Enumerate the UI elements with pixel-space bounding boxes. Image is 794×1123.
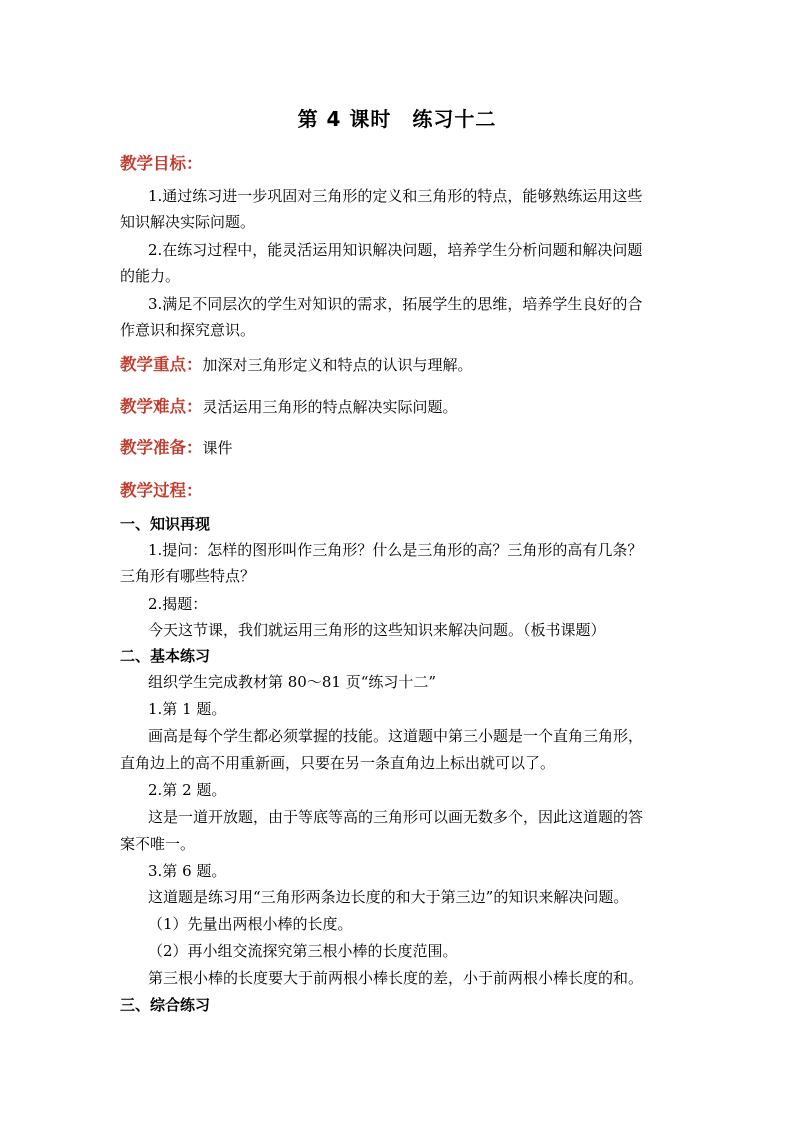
page-title: 第 4 课时 练习十二 <box>297 107 497 131</box>
preparation <box>120 434 233 458</box>
section1-line: 今天这节课，我们就运用三角形的这些知识来解决问题。（板书课题） <box>148 621 606 639</box>
section-basic-practice-heading: 二、基本练习 <box>120 647 211 665</box>
section2-line: （1）先量出两根小棒的长度。 <box>148 915 353 933</box>
section2-line: 3.第 6 题。 <box>148 862 227 880</box>
objectives-heading: 教学目标： <box>120 154 203 173</box>
objectives-line: 2.在练习过程中，能灵活运用知识解决问题，培养学生分析问题和解决问题 <box>148 241 643 259</box>
difficulty-text: 灵活运用三角形的特点解决实际问题。 <box>202 398 458 416</box>
section1-line: 1.提问：怎样的图形叫作三角形？什么是三角形的高？三角形的高有几条？ <box>148 541 643 559</box>
section2-line: 这道题是练习用“三角形两条边长度的和大于第三边”的知识来解决问题。 <box>148 888 629 906</box>
section-comprehensive-practice-heading: 三、综合练习 <box>120 996 211 1014</box>
preparation-heading: 教学准备： <box>120 438 203 457</box>
section2-line: 这是一道开放题，由于等底等高的三角形可以画无数多个，因此这道题的答 <box>148 808 644 826</box>
section2-line: 1.第 1 题。 <box>148 700 227 718</box>
section2-line: 画高是每个学生都必须掌握的技能。这道题中第三小题是一个直角三角形， <box>148 727 644 745</box>
section2-line: 组织学生完成教材第 80～81 页“练习十二” <box>148 673 437 691</box>
preparation-text: 课件 <box>202 439 233 457</box>
key-point-heading: 教学重点： <box>120 355 203 374</box>
key-point-text: 加深对三角形定义和特点的认识与理解。 <box>202 356 473 374</box>
difficulty-heading: 教学难点： <box>120 397 203 416</box>
process-heading: 教学过程： <box>120 481 203 500</box>
section1-line: 2.揭题： <box>148 595 208 613</box>
key-point <box>120 351 473 375</box>
objectives-line: 的能力。 <box>120 267 181 285</box>
section2-line: （2）再小组交流探究第三根小棒的长度范围。 <box>148 942 458 960</box>
section2-line: 案不唯一。 <box>120 835 196 853</box>
section1-line: 三角形有哪些特点？ <box>120 567 256 585</box>
objectives-line: 知识解决实际问题。 <box>120 213 256 231</box>
section2-line: 直角边上的高不用重新画，只要在另一条直角边上标出就可以了。 <box>120 754 556 772</box>
section2-line: 2.第 2 题。 <box>148 781 227 799</box>
difficulty <box>120 393 458 417</box>
objectives-line: 作意识和探究意识。 <box>120 321 256 339</box>
objectives-line: 3.满足不同层次的学生对知识的需求，拓展学生的思维，培养学生良好的合 <box>148 295 643 313</box>
section2-line: 第三根小棒的长度要大于前两根小棒长度的差，小于前两根小棒长度的和。 <box>148 969 644 987</box>
objectives-line: 1.通过练习进一步巩固对三角形的定义和三角形的特点，能够熟练运用这些 <box>148 187 643 205</box>
section-knowledge-review-heading: 一、知识再现 <box>120 515 211 533</box>
